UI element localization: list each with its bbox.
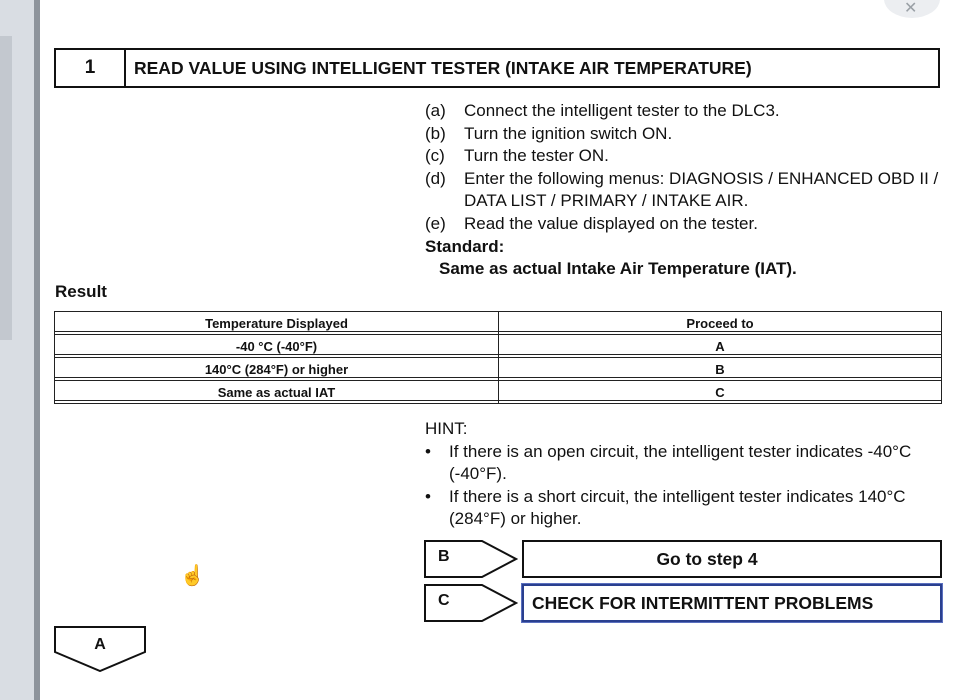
instruction-label: (b) xyxy=(425,123,446,143)
hint-label: HINT: xyxy=(425,419,468,438)
close-button[interactable] xyxy=(884,0,940,18)
step-number: 1 xyxy=(56,50,126,86)
page-edge xyxy=(34,0,40,700)
instruction-list xyxy=(425,100,945,281)
branch-c-arrow[interactable] xyxy=(424,584,518,622)
table-row xyxy=(55,381,942,404)
instruction-label: (e) xyxy=(425,213,446,233)
scroll-tab[interactable] xyxy=(0,36,12,340)
hint-item xyxy=(425,486,945,531)
close-icon: ✕ xyxy=(904,0,918,17)
table-cell: C xyxy=(499,381,942,404)
instruction-item xyxy=(425,168,945,213)
instruction-label: (d) xyxy=(425,168,446,188)
instruction-label: (c) xyxy=(425,146,445,166)
table-header-row xyxy=(55,312,942,335)
table-cell: -40 °C (-40°F) xyxy=(55,335,499,358)
column-header: Temperature Displayed xyxy=(55,312,499,335)
column-header: Proceed to xyxy=(499,312,942,335)
instruction-text: Enter the following menus: DIAGNOSIS / ENHANCED OBD II / DATA LIST / PRIMARY / INTAKE AIR. xyxy=(464,168,939,211)
hint-item xyxy=(425,441,945,486)
table-row xyxy=(55,358,942,381)
hand-pointer-icon: ☝ xyxy=(180,565,205,587)
instruction-text: Turn the tester ON. xyxy=(464,146,609,166)
table-cell: Same as actual IAT xyxy=(55,381,499,404)
step-header xyxy=(54,48,940,88)
branch-a-marker[interactable] xyxy=(54,626,146,672)
instruction-text: Turn the ignition switch ON. xyxy=(464,123,673,143)
instruction-item xyxy=(425,123,945,146)
step-title: READ VALUE USING INTELLIGENT TESTER (INTAKE AIR TEMPERATURE) xyxy=(134,57,752,78)
instruction-label: (a) xyxy=(425,101,446,120)
hint-section xyxy=(425,418,945,531)
bullet-icon: • xyxy=(425,441,431,461)
result-label: Result xyxy=(55,282,107,301)
hint-text: If there is a short circuit, the intelligent tester indicates 140°C (284°F) or higher. xyxy=(449,486,906,529)
left-gutter xyxy=(0,0,40,700)
instruction-item xyxy=(425,213,945,236)
intermittent-problems-link[interactable]: CHECK FOR INTERMITTENT PROBLEMS xyxy=(522,584,942,622)
table-cell: B xyxy=(499,358,942,381)
table-row xyxy=(55,335,942,358)
table-cell: A xyxy=(499,335,942,358)
standard-label: Standard: xyxy=(425,236,505,256)
result-table xyxy=(54,311,942,404)
go-to-step-4-link[interactable]: Go to step 4 xyxy=(522,540,942,578)
branch-b-arrow[interactable] xyxy=(424,540,518,578)
branch-letter: A xyxy=(94,636,106,653)
bullet-icon: • xyxy=(425,486,431,506)
instruction-text: Connect the intelligent tester to the DLC3. xyxy=(464,101,780,120)
instruction-item xyxy=(425,145,945,168)
branch-letter: C xyxy=(438,592,450,609)
standard-value: Same as actual Intake Air Temperature (IAT). xyxy=(439,259,797,279)
table-cell: 140°C (284°F) or higher xyxy=(55,358,499,381)
instruction-item xyxy=(425,100,945,123)
hint-text: If there is an open circuit, the intelligent tester indicates -40°C (-40°F). xyxy=(449,441,912,484)
instruction-text: Read the value displayed on the tester. xyxy=(464,213,758,233)
branch-letter: B xyxy=(438,548,450,565)
